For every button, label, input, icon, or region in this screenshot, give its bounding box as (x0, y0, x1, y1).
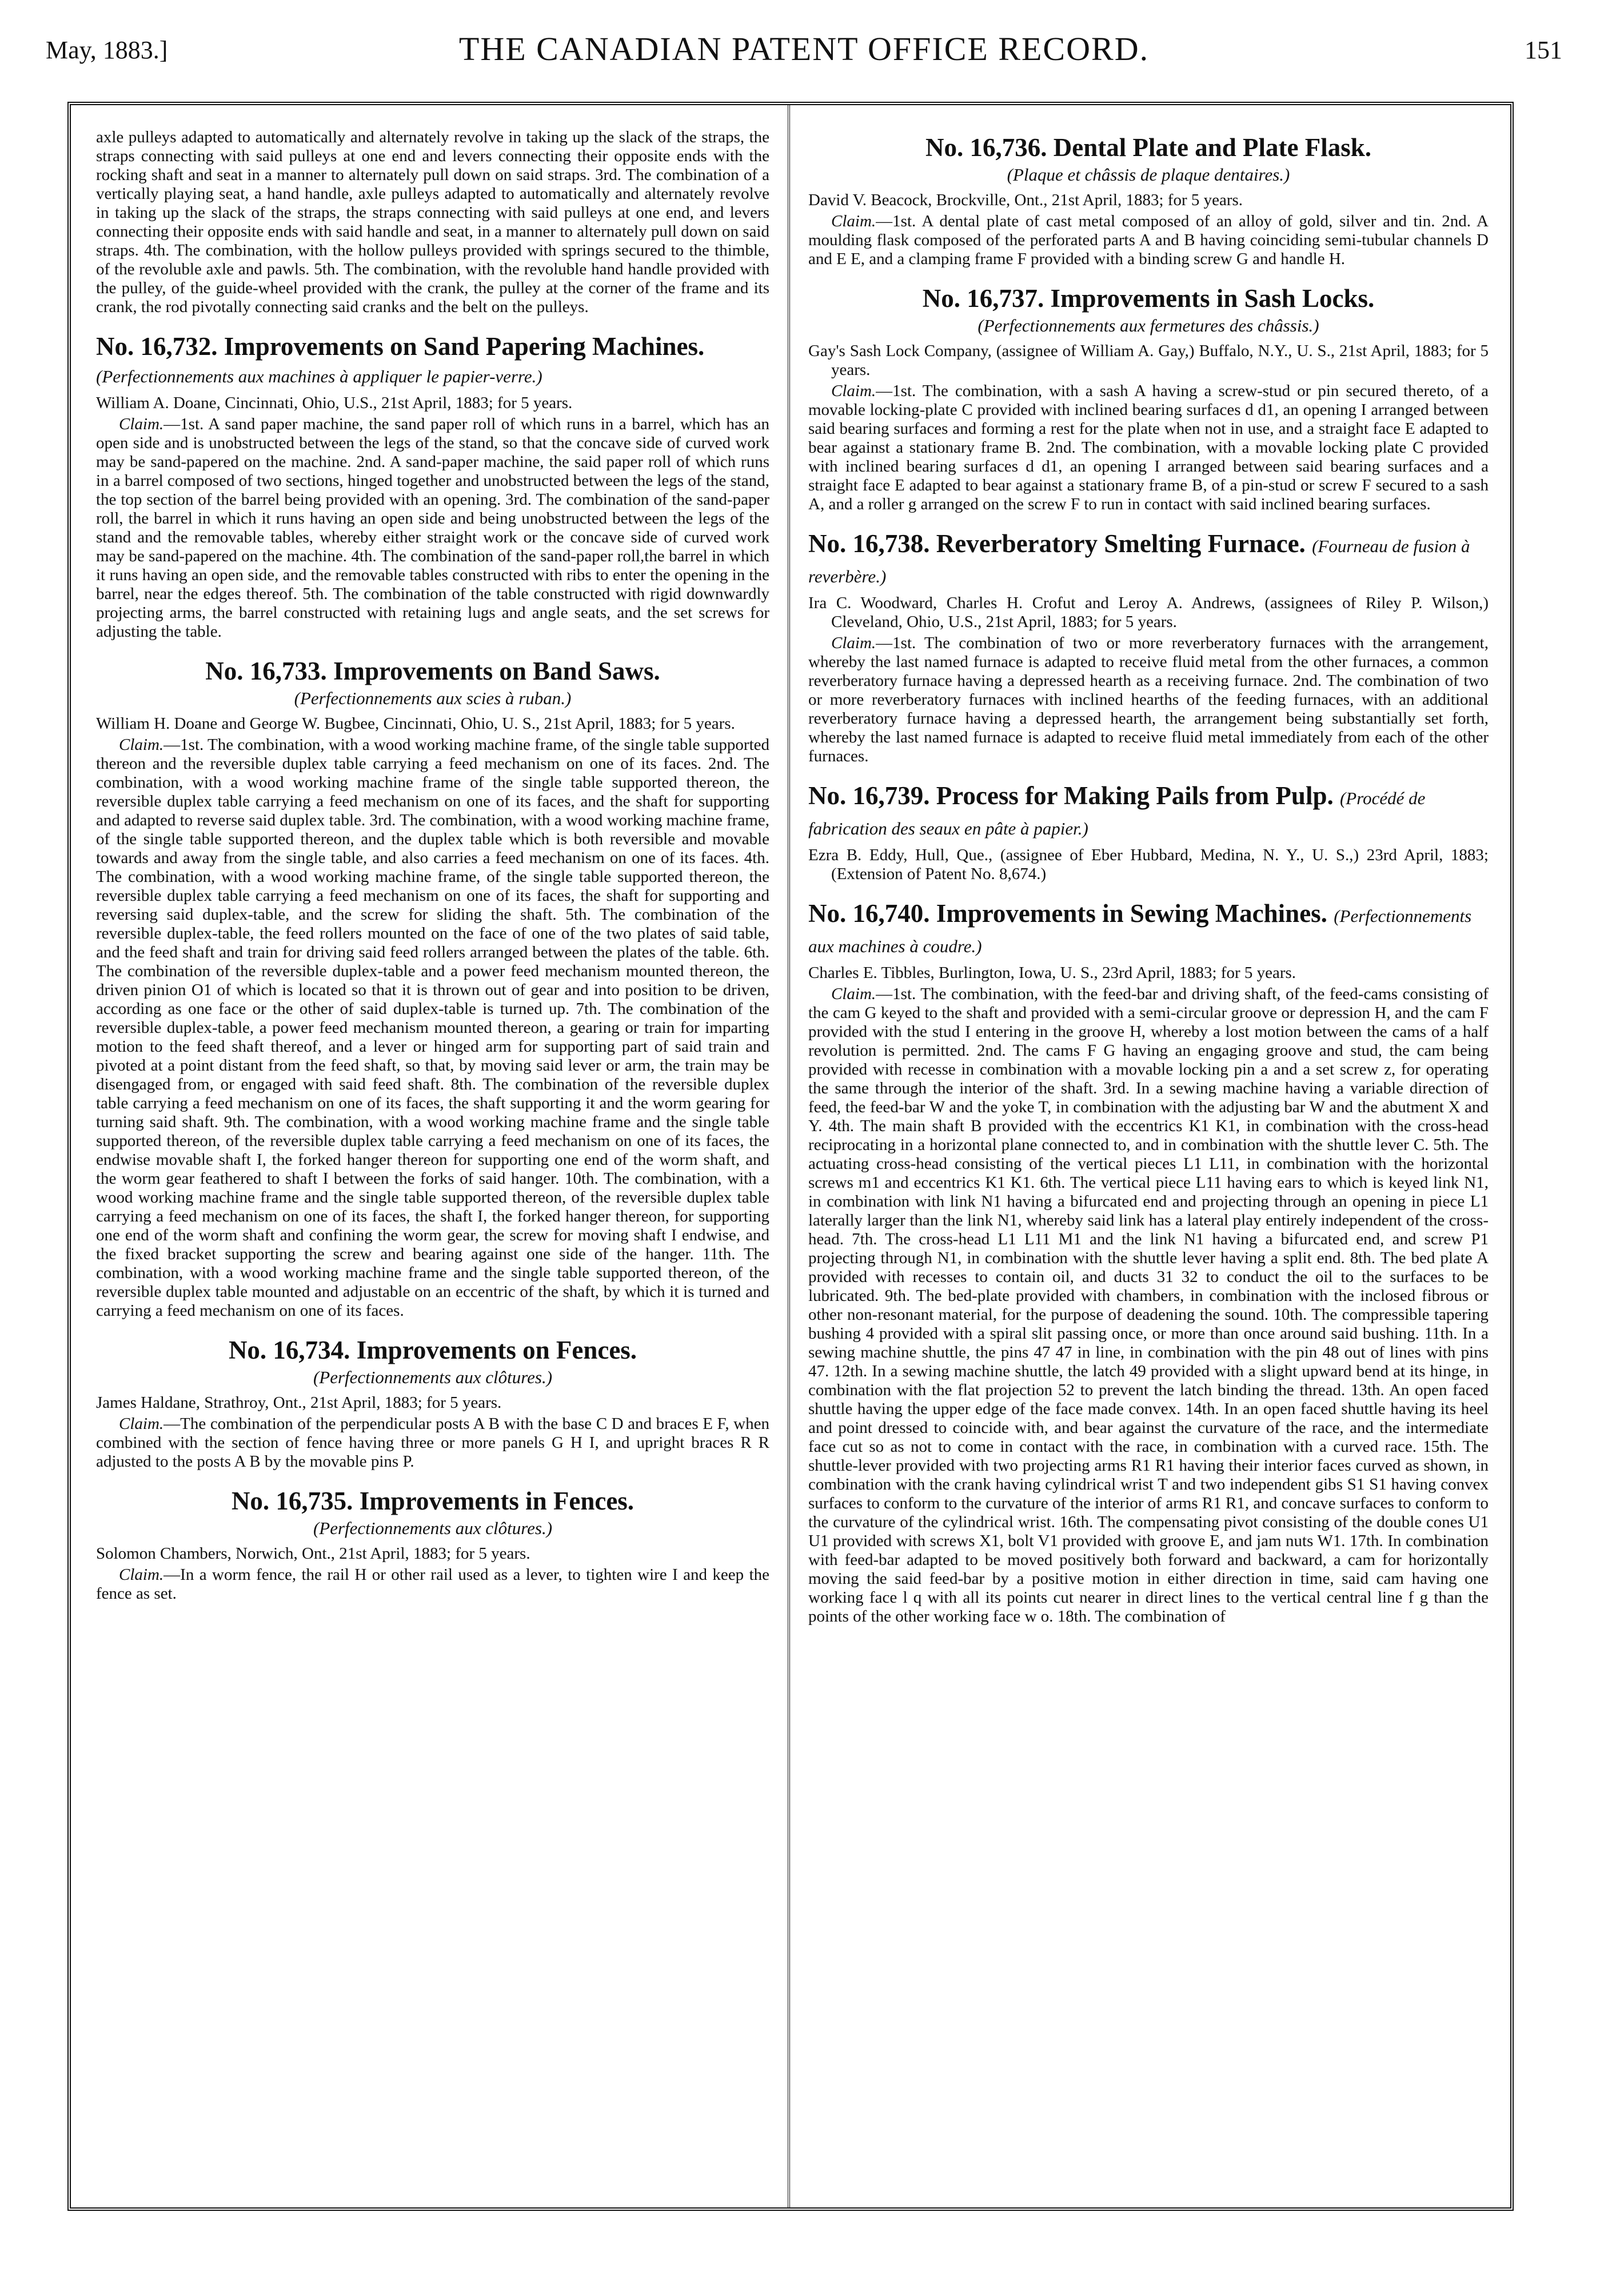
entry-number: No. 16,734. (228, 1336, 350, 1364)
entry-title: Improvements on Band Saws. (333, 657, 660, 685)
patent-entry-16736 (808, 134, 1489, 269)
patent-entry-16734 (96, 1336, 769, 1471)
entry-number: No. 16,732. (96, 332, 218, 361)
entry-title: Process for Making Pails from Pulp. (936, 781, 1334, 810)
entry-heading (96, 333, 769, 390)
entry-number: No. 16,738. (808, 529, 930, 558)
entry-heading (96, 657, 769, 685)
entry-claim (96, 415, 769, 641)
entry-number: No. 16,740. (808, 899, 930, 928)
claim-label: Claim. (119, 1415, 164, 1433)
entry-heading (808, 530, 1489, 590)
claim-label: Claim. (119, 1566, 164, 1584)
left-column (96, 128, 769, 2190)
entry-claim (96, 1566, 769, 1603)
page-header (46, 30, 1562, 75)
patent-entry-16733 (96, 657, 769, 1320)
entry-title: Reverberatory Smelting Furnace. (936, 529, 1306, 558)
entry-title: Improvements in Sash Locks. (1050, 284, 1375, 313)
entry-french-title: (Fourneau de fusion à reverbère.) (808, 536, 1470, 586)
entry-patentee: Charles E. Tibbles, Burlington, Iowa, U. S., 23rd April, 1883; for 5 years. (808, 964, 1296, 982)
claim-text: —The combination of the perpendicular posts A B with the base C D and braces E F, when combined with the section of fence having three or more panels G H I, and upright braces R R adjusted to the posts A B by the movable pins P. (96, 1415, 769, 1471)
claim-text: —1st. The combination, with a sash A having a screw-stud or pin secured thereto, of a movable locking-plate C provided with inclined bearing surfaces d d1, an opening I arranged between said bearing surfaces and forming a rest for the plate when not in use, and a straight face E adapted to bear against a stationary frame B. 2nd. The combination, with a movable locking plate C provided with inclined bearing surfaces d d1, an opening I arranged between said bearing surfaces and a straight face E adapted to bear against a stationary frame B, of a pin-stud or screw F secured to a sash A, and a roller g arranged on the screw F to run in contact with said inclined bearing surfaces. (808, 382, 1489, 513)
entry-french-title: (Perfectionnements aux clôtures.) (313, 1367, 553, 1387)
entry-french-title: (Perfectionnements aux clôtures.) (313, 1518, 553, 1538)
patent-entry-16732 (96, 333, 769, 641)
entry-heading (808, 285, 1489, 312)
entry-title: Improvements in Fences. (359, 1487, 635, 1515)
entry-french-title: (Plaque et châssis de plaque dentaires.) (1007, 165, 1290, 185)
entry-french-title: (Perfectionnements aux machines à coudre.) (808, 906, 1472, 956)
entry-claim (808, 212, 1489, 269)
right-column (808, 128, 1489, 2190)
entry-patentee: Ira C. Woodward, Charles H. Crofut and Leroy A. Andrews, (assignees of Riley P. Wilson,) Cleveland, Ohio, U.S., 21st April, 1883; for 5 years. (808, 594, 1489, 631)
entry-claim (808, 985, 1489, 1626)
patent-entry-16737 (808, 285, 1489, 514)
patent-entry-16739 (808, 782, 1489, 884)
entry-patentee: William H. Doane and George W. Bugbee, Cincinnati, Ohio, U. S., 21st April, 1883; for 5 years. (96, 714, 735, 733)
claim-text: —1st. The combination, with a wood working machine frame, of the single table supported thereon and the reversible duplex table carrying a feed mechanism on one of its faces. 2nd. The combination, with a wood working machine frame of the single table supported thereon, the reversible duplex table carrying a feed mechanism on one of its faces, and the shaft for supporting and adapted to reverse said duplex table. 3rd. The combination, with a wood working machine frame, of the single table supported thereon, and the duplex table which is both reversible and movable towards and away from the single table, and also carries a feed mechanism on one of its faces. 4th. The combination, with a wood working machine frame, of the single table supported thereon, the reversible duplex table carrying a feed mechanism on one of its faces, the shaft for supporting and reversing said duplex-table, and the screw for sliding the shaft. 5th. The combination of the reversible duplex-table, the feed rollers mounted on the face of one of the two plates of said table, and the feed shaft and train for driving said feed rollers arranged between the plates of the table. 6th. The combination of the reversible duplex-table and a power feed mechanism mounted thereon, the driven pinion O1 of which is located so that it is thrown out of gear and into position to be driven, according as one face or the other of said duplex-table is turned up. 7th. The combination of the reversible duplex-table, a power feed mechanism mounted thereon, a gearing or train for imparting motion to the feed shaft thereof, and a lever or hinged arm for supporting part of said train and pivoted at a point distant from the feed shaft, so that, by moving said lever or arm, the train may be disengaged from, or engaged with said feed shaft. 8th. The combination of the reversible duplex table carrying a feed mechanism on one of its faces, the shaft supporting it and the worm gearing for turning said shaft. 9th. The combination, with a wood working machine frame and the single table supported thereon, of the reversible duplex table carrying a feed mechanism on one of its faces, the endwise movable shaft I, the forked hanger thereon for supporting one end of the worm shaft, and the worm gear feathered to shaft I between the forks of said hanger. 10th. The combination, with a wood working machine frame and the single table supported thereon, of the reversible duplex table carrying a feed mechanism on one of its faces, the shaft I, the forked hanger thereon, for supporting one end of the worm shaft and confining the worm gear, the screw for moving shaft I endwise, and the fixed bracket supporting the screw and bearing against one side of the hanger. 11th. The combination, with a wood working machine frame and the single table supported thereon, of the reversible duplex table mounted and adjustable on an eccentric of the shaft, by which it is turned and carrying a feed mechanism on one of its faces. (96, 736, 769, 1320)
entry-claim (808, 382, 1489, 514)
entry-patentee: Ezra B. Eddy, Hull, Que., (assignee of Eber Hubbard, Medina, N. Y., U. S.,) 23rd April, 1883; (Extension of Patent No. 8,674.) (808, 846, 1489, 883)
entry-claim (808, 634, 1489, 766)
claim-label: Claim. (831, 382, 876, 400)
entry-heading (96, 1336, 769, 1364)
entry-heading (808, 782, 1489, 842)
claim-text: —1st. The combination, with the feed-bar and driving shaft, of the feed-cams consisting of the cam G keyed to the shaft and provided with a semi-circular groove or depression H, and the cam F provided with the stud I entering in the groove H, whereby a lost motion between the cams of a half revolution is permitted. 2nd. The cams F G having an engaging groove and stud, the cam being provided with recesse in combination with a movable locking pin a and a set screw z, for operating the same through the interior of the shaft. 3rd. In a sewing machine having a variable direction of feed, the feed-bar W and the yoke T, in combination with the adjusting bar W and the abutment X and Y. 4th. The main shaft B provided with the eccentrics K1 K1, in combination with the cross-head reciprocating in a horizontal plane connected to, and in combination with the shuttle lever C. 5th. The actuating cross-head consisting of the vertical pieces L1 L11, in combination with the horizontal screws m1 and eccentrics K1 K1. 6th. The vertical piece L11 having ears to which is keyed link N1, in combination with link N1 having a bifurcated end and projecting through an opening in piece L1 laterally larger than the link N1, whereby said link has a lateral play entirely independent of the cross-head. 7th. The cross-head L1 L11 M1 and the link N1 having a bifurcated end, and screw P1 projecting through N1, in combination with the shuttle lever having a split end. 8th. The bed plate A provided with recesses to contain oil, and ducts 31 32 to conduct the oil to the surfaces to be lubricated. 9th. The bed-plate provided with chambers, in combination with the inclosed fibrous or other non-resonant material, for the purpose of deadening the sound. 10th. The compressible tapering bushing 4 provided with a spiral slit passing once, or more than once around said bushing. 11th. In a sewing machine shuttle, the pins 47 47 in line, in combination with the pin 48 out of lines with pins 47. 12th. In a sewing machine shuttle, the latch 49 provided with a slight upward bend at its hinge, in combination with the flat projection 52 to prevent the latch binding the thread. 13th. An open faced shuttle having the upper edge of the face made convex. 14th. In an open faced shuttle having its heel and point dressed to coincide with, and bear against the curvature of the race, and the intermediate face cut so as not to come in contact with the race, in combination with a curved race. 15th. The shuttle-lever provided with two projecting arms R1 R1 having their interior faces curved as shown, in combination with the crank having cylindrical wrist T and two independent gibs S1 S1 having convex surfaces to conform to the curvature of the interior of arms R1 R1, and concave surfaces to conform to the curvature of the cylindrical wrist. 16th. The compensating pivot consisting of the double cones U1 U1 provided with screws X1, bolt V1 provided with groove E, and jam nuts W1. 17th. In combination with feed-bar adapted to be moved positively both forward and backward, a cam for horizontally moving the said feed-bar by a positive motion in either direction in time, said cam having one working face l q with all its points cut nearer in direct lines to the vertical central line f g than the points of the other working face w o. 18th. The combination of (808, 985, 1489, 1626)
entry-title: Improvements in Sewing Machines. (936, 899, 1327, 928)
claim-label: Claim. (831, 634, 876, 652)
entry-french-title: (Perfectionnements aux machines à appliquer le papier-verre.) (96, 366, 542, 386)
header-title: THE CANADIAN PATENT OFFICE RECORD. (458, 30, 1150, 67)
claim-text: —In a worm fence, the rail H or other rail used as a lever, to tighten wire I and keep the fence as set. (96, 1566, 769, 1603)
header-date: May, 1883.] (46, 36, 168, 64)
entry-patentee: William A. Doane, Cincinnati, Ohio, U.S., 21st April, 1883; for 5 years. (96, 394, 573, 412)
entry-french-title: (Procédé de fabrication des seaux en pâte à papier.) (808, 788, 1426, 838)
claim-text: —1st. A dental plate of cast metal composed of an alloy of gold, silver and tin. 2nd. A moulding flask composed of the perforated parts A and B having coinciding semi-tubular channels D and E E, and a clamping frame F provided with a binding screw G and handle H. (808, 212, 1489, 268)
entry-number: No. 16,739. (808, 781, 930, 810)
content-frame (67, 102, 1514, 2211)
claim-text: —1st. The combination of two or more reverberatory furnaces with the arrangement, whereby the last named furnace is adapted to receive fluid metal from the other furnaces, a common reverberatory furnace having a depressed hearth as a receiving furnace. 2nd. The combination of two or more reverberatory furnaces with inclined hearths of the feeding furnaces, with an additional reverberatory furnace having a depressed hearth, the arrangement being substantially set forth, whereby the last named furnace is adapted to receive fluid metal immediately from each of the other furnaces. (808, 634, 1489, 765)
patent-entry-16740 (808, 900, 1489, 1626)
entry-patentee: David V. Beacock, Brockville, Ont., 21st April, 1883; for 5 years. (808, 191, 1243, 209)
entry-heading (808, 900, 1489, 960)
entry-heading (808, 134, 1489, 161)
continuation-text: axle pulleys adapted to automatically and alternately revolve in taking up the slack of the straps, the straps connecting with said pulleys at one end and levers connecting their opposite ends with the rocking shaft and seat in a manner to alternately pull down on said straps. 3rd. The combination of a vertically playing seat, a hand handle, axle pulleys adapted to automatically and alternately revolve in taking up the slack of the straps, the straps connecting with said pulleys at one end, and levers connecting their opposite ends with said handle and seat, in a manner to alternately pull down on said straps. 4th. The combination, with the hollow pulleys provided with springs secured to the thimble, of the revoluble axle and pawls. 5th. The combination, with the revoluble hand handle provided with the pulley, of the guide-wheel provided with the crank, the pulley at the corner of the frame and its crank, the rod pivotally connecting said cranks and the belt on the pulleys. (96, 128, 769, 316)
entry-title: Improvements on Sand Papering Machines. (224, 332, 705, 361)
entry-heading (96, 1487, 769, 1515)
page-number: 151 (1525, 36, 1562, 64)
entry-patentee: James Haldane, Strathroy, Ont., 21st April, 1883; for 5 years. (96, 1393, 502, 1412)
entry-patentee: Solomon Chambers, Norwich, Ont., 21st April, 1883; for 5 years. (96, 1544, 530, 1563)
entry-claim (96, 736, 769, 1320)
entry-number: No. 16,733. (205, 657, 327, 685)
claim-label: Claim. (119, 736, 164, 754)
claim-label: Claim. (831, 212, 876, 230)
column-divider (788, 105, 790, 2207)
entry-patentee: Gay's Sash Lock Company, (assignee of William A. Gay,) Buffalo, N.Y., U. S., 21st April, 1883; for 5 years. (808, 342, 1489, 379)
claim-label: Claim. (831, 985, 876, 1003)
patent-entry-16738 (808, 530, 1489, 766)
entry-french-title: (Perfectionnements aux fermetures des châssis.) (977, 316, 1319, 336)
claim-label: Claim. (119, 415, 164, 433)
entry-claim (96, 1415, 769, 1471)
entry-number: No. 16,736. (925, 133, 1047, 162)
entry-number: No. 16,737. (922, 284, 1044, 313)
entry-title: Dental Plate and Plate Flask. (1053, 133, 1371, 162)
patent-entry-16735 (96, 1487, 769, 1603)
entry-french-title: (Perfectionnements aux scies à ruban.) (294, 688, 572, 708)
claim-text: —1st. A sand paper machine, the sand paper roll of which runs in a barrel, which has an open side and is unobstructed between the legs of the stand, so that the concave side of curved work may be sand-papered on the machine. 2nd. A sand-paper machine, the said paper roll of which runs in a barrel composed of two sections, hinged together and unobstructed between the legs of the stand, the top section of the barrel being provided with an opening. 3rd. The combination of the sand-paper roll, the barrel in which it runs having an open side and being unobstructed between the legs of the stand and the removable tables, whereby either straight work or the concave side of curved work may be sand-papered on the machine. 4th. The combination of the sand-paper roll,the barrel in which it runs having an open side, and the removable tables constructed with ribs to enter the opening in the barrel, near the edges thereof. 5th. The combination of the table constructed with rigid downwardly projecting arms, the barrel constructed with retaining lugs and angle seats, and the set screws for adjusting the table. (96, 415, 769, 641)
entry-number: No. 16,735. (231, 1487, 353, 1515)
entry-title: Improvements on Fences. (356, 1336, 637, 1364)
